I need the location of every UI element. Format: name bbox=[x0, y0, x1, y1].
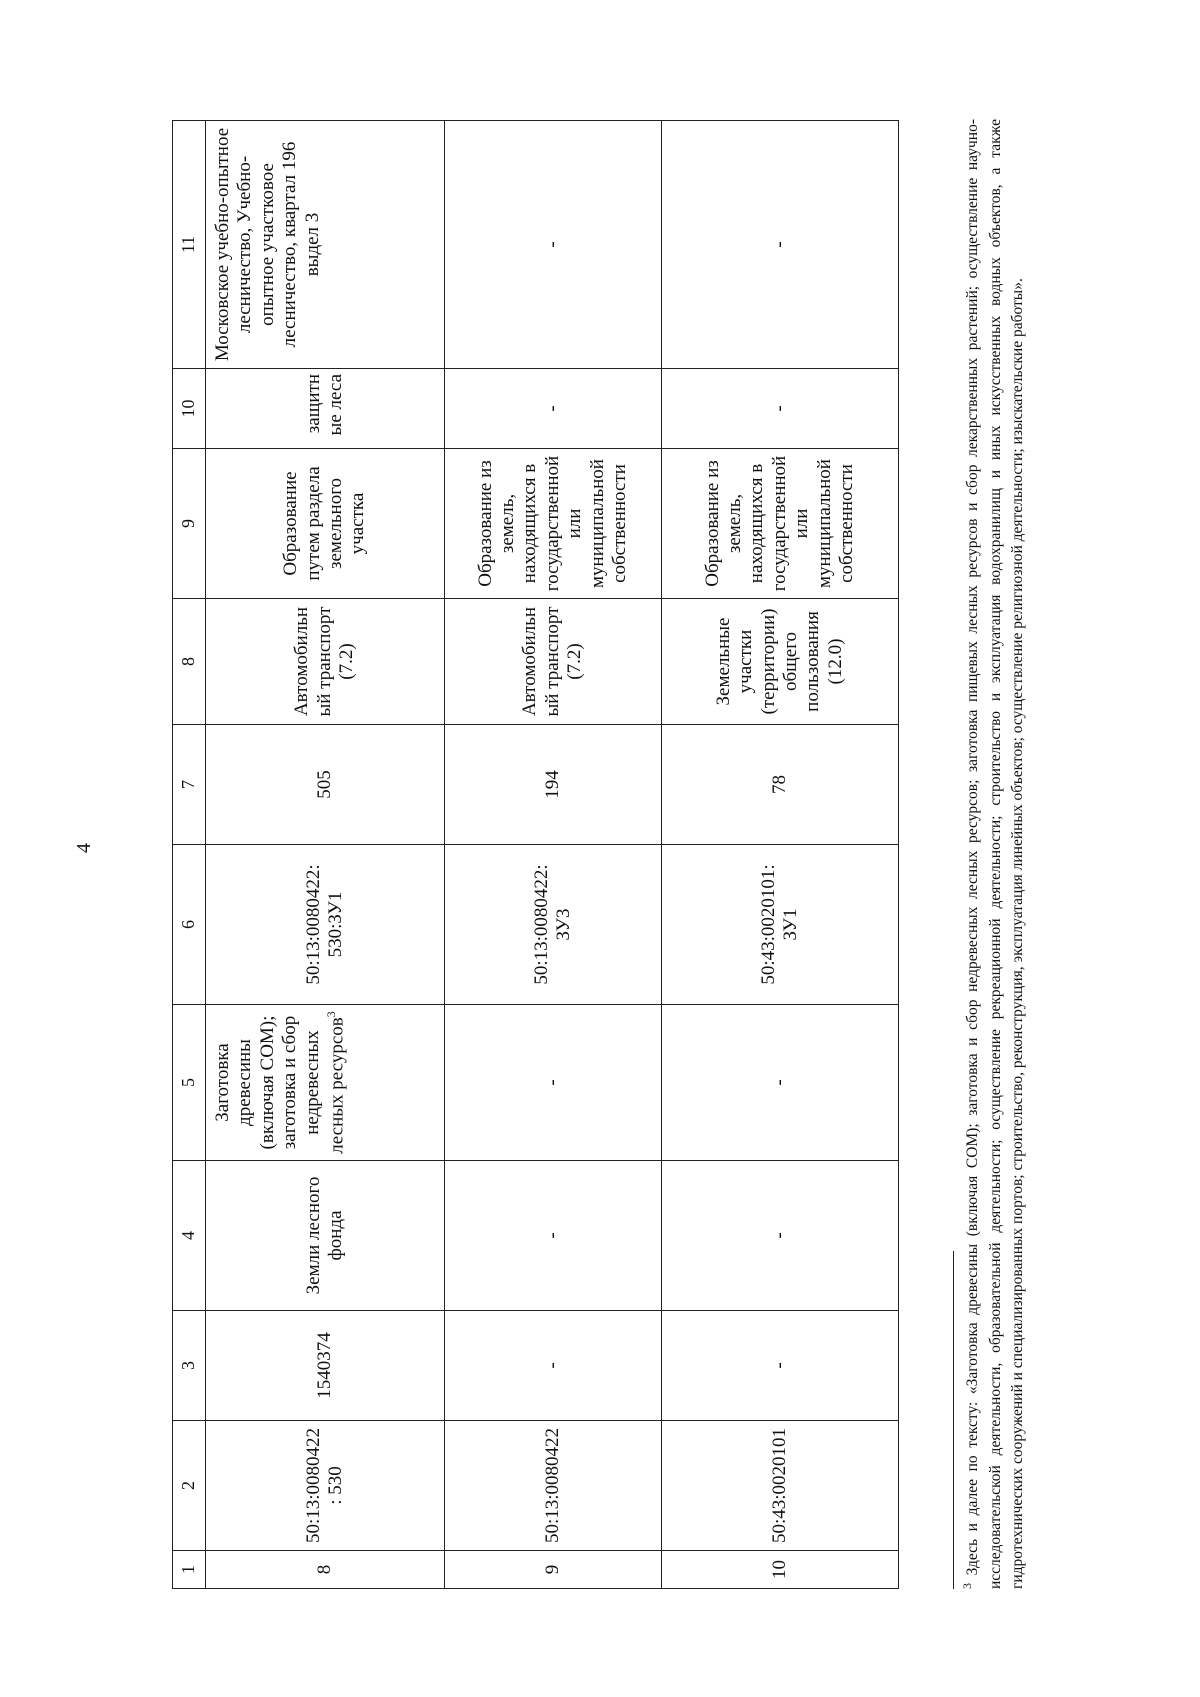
land-category: - bbox=[445, 1161, 662, 1311]
permitted-use: - bbox=[662, 1005, 899, 1161]
rotated-content bbox=[55, 83, 1145, 1613]
formation-method: Образование из земель, находящихся в государственной или муниципальной собственности bbox=[445, 449, 662, 599]
column-number: 4 bbox=[173, 1161, 206, 1311]
source-area: 1540374 bbox=[206, 1311, 445, 1421]
permitted-use-text: Заготовка древесины (включая СОМ); заготовка и сбор недревесных лесных ресурсов bbox=[212, 1015, 348, 1154]
row-number: 9 bbox=[445, 1551, 662, 1589]
source-cadastral-number: 50:13:0080422: 530 bbox=[206, 1421, 445, 1551]
column-number: 3 bbox=[173, 1311, 206, 1421]
permitted-use bbox=[206, 1005, 445, 1161]
column-number: 6 bbox=[173, 845, 206, 1005]
column-number: 10 bbox=[173, 369, 206, 449]
new-plot-area: 194 bbox=[445, 725, 662, 845]
source-cadastral-number: 50:13:0080422 bbox=[445, 1421, 662, 1551]
forest-category: - bbox=[662, 369, 899, 449]
row-number: 8 bbox=[206, 1551, 445, 1589]
forest-location: Московское учебно-опытное лесничество, Учебно-опытное участковое лесничество, квартал 196 выдел 3 bbox=[206, 121, 445, 369]
column-number: 5 bbox=[173, 1005, 206, 1161]
row-number: 10 bbox=[662, 1551, 899, 1589]
footnote bbox=[959, 119, 1030, 1589]
footnote-marker: 3 bbox=[960, 1583, 974, 1589]
forest-location: - bbox=[445, 121, 662, 369]
new-plot-designation: 50:13:0080422: ЗУ3 bbox=[445, 845, 662, 1005]
column-number: 8 bbox=[173, 599, 206, 725]
forest-location: - bbox=[662, 121, 899, 369]
new-permitted-use: Автомобильный транспорт (7.2) bbox=[445, 599, 662, 725]
column-number: 2 bbox=[173, 1421, 206, 1551]
forest-category: защитные леса bbox=[206, 369, 445, 449]
column-number-row bbox=[173, 121, 206, 1589]
formation-method: Образование из земель, находящихся в государственной или муниципальной собственности bbox=[662, 449, 899, 599]
table-row bbox=[662, 121, 899, 1589]
source-area: - bbox=[662, 1311, 899, 1421]
source-area: - bbox=[445, 1311, 662, 1421]
column-number: 9 bbox=[173, 449, 206, 599]
footnote-text: Здесь и далее по тексту: «Заготовка древесины (включая СОМ); заготовка и сбор недревесных лесных ресурсов; заготовка пищевых лесных ресурсов и сбор лекарственных растений; осуществление научно-исследовательской деятельности, образовательной деятельности; осуществление рекреационной деятельности; строительство и эксплуатация водохранилищ и иных искусственных водных объектов, а также гидротехнических сооружений и специализированных портов; строительство, реконструкция, эксплуатация линейных объектов; осуществление религиозной деятельности; изыскательские работы». bbox=[964, 119, 1027, 1589]
new-plot-designation: 50:43:0020101: ЗУ1 bbox=[662, 845, 899, 1005]
footnote-reference: 3 bbox=[324, 1011, 339, 1018]
land-category: - bbox=[662, 1161, 899, 1311]
column-number: 7 bbox=[173, 725, 206, 845]
new-permitted-use: Земельные участки (территории) общего пользования (12.0) bbox=[662, 599, 899, 725]
new-plot-area: 78 bbox=[662, 725, 899, 845]
table-row bbox=[445, 121, 662, 1589]
page-number: 4 bbox=[73, 843, 95, 853]
permitted-use: - bbox=[445, 1005, 662, 1161]
land-plots-table bbox=[172, 120, 899, 1589]
land-category: Земли лесного фонда bbox=[206, 1161, 445, 1311]
column-number: 1 bbox=[173, 1551, 206, 1589]
source-cadastral-number: 50:43:0020101 bbox=[662, 1421, 899, 1551]
new-plot-designation: 50:13:0080422: 530:ЗУ1 bbox=[206, 845, 445, 1005]
column-number: 11 bbox=[173, 121, 206, 369]
new-permitted-use: Автомобильный транспорт (7.2) bbox=[206, 599, 445, 725]
new-plot-area: 505 bbox=[206, 725, 445, 845]
table-row bbox=[206, 121, 445, 1589]
forest-category: - bbox=[445, 369, 662, 449]
formation-method: Образование путем раздела земельного участка bbox=[206, 449, 445, 599]
footnote-divider bbox=[953, 1251, 954, 1589]
